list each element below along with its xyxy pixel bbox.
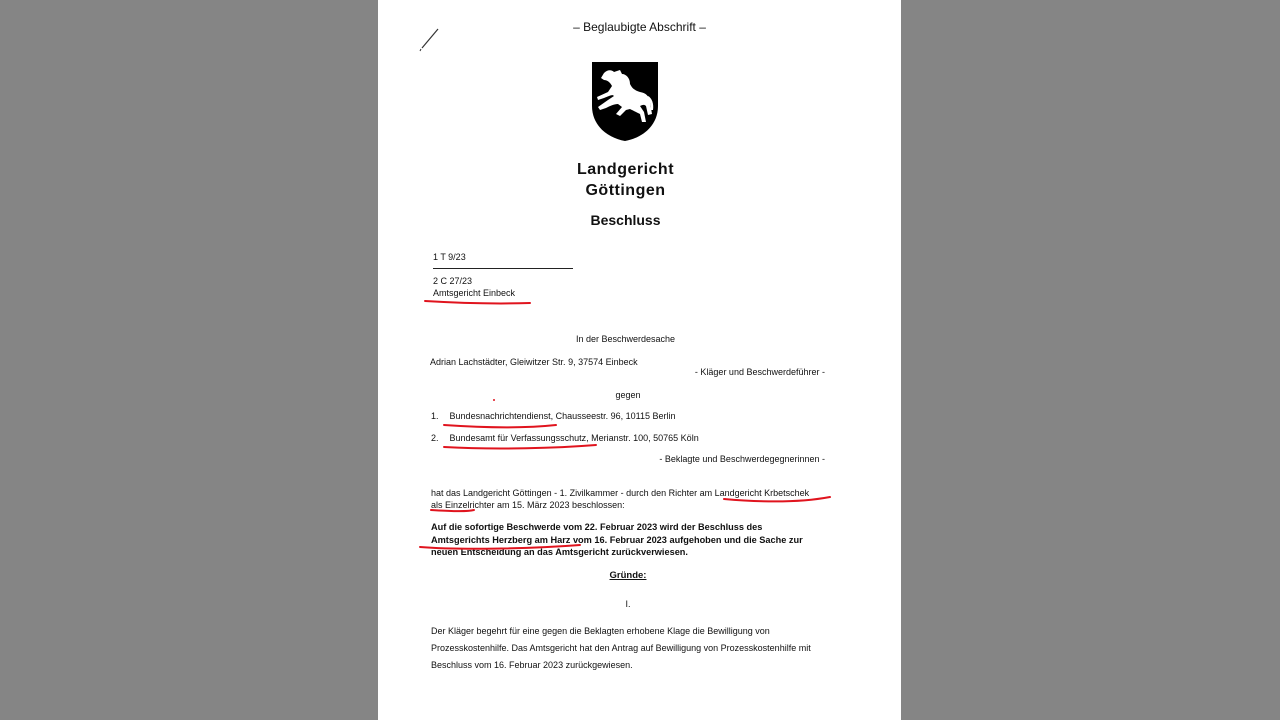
underline-defendant-1 bbox=[444, 425, 556, 427]
decision-title: Beschluss bbox=[590, 212, 661, 228]
versus-label: gegen bbox=[615, 390, 641, 400]
document-page bbox=[378, 0, 901, 720]
defendant-1 bbox=[431, 411, 676, 421]
defendants-role: - Beklagte und Beschwerdegegnerinnen - bbox=[659, 454, 825, 464]
reasons-line-1: Der Kläger begehrt für eine gegen die Beklagten erhobene Klage die Bewilligung von bbox=[431, 626, 770, 636]
lower-saxony-horse-crest-icon bbox=[590, 60, 660, 142]
court-name-line2: Göttingen bbox=[585, 182, 666, 199]
defendant-number: 1. bbox=[431, 411, 439, 421]
ruling-line-2: Amtsgerichts Herzberg am Harz vom 16. Februar 2023 aufgehoben und die Sache zur bbox=[431, 535, 803, 545]
case-number: 1 T 9/23 bbox=[433, 252, 466, 262]
defendant-number: 2. bbox=[431, 433, 439, 443]
ruling-line-1: Auf die sofortige Beschwerde vom 22. Februar 2023 wird der Beschluss des bbox=[431, 522, 763, 532]
defendant-address: , Chausseestr. 96, 10115 Berlin bbox=[550, 411, 676, 421]
intro-line-1: hat das Landgericht Göttingen - 1. Zivilkammer - durch den Richter am Landgericht Krbetschek bbox=[431, 488, 810, 498]
in-matter-label: In der Beschwerdesache bbox=[575, 334, 676, 344]
court-name-line1: Landgericht bbox=[576, 161, 675, 178]
plaintiff: Adrian Lachstädter, Gleiwitzer Str. 9, 37574 Einbeck bbox=[430, 357, 638, 367]
defendant-address: , Merianstr. 100, 50765 Köln bbox=[586, 433, 699, 443]
lower-case-number: 2 C 27/23 bbox=[433, 276, 473, 286]
case-number-rule bbox=[433, 268, 573, 269]
certified-copy-header: – Beglaubigte Abschrift – bbox=[573, 20, 706, 34]
plaintiff-role: - Kläger und Beschwerdeführer - bbox=[694, 367, 825, 377]
reasons-heading: Gründe: bbox=[609, 570, 647, 581]
underline-defendant-2 bbox=[444, 445, 596, 448]
lower-court: Amtsgericht Einbeck bbox=[433, 288, 516, 298]
underline-lower-court bbox=[425, 301, 530, 303]
defendant-name: Bundesamt für Verfassungsschutz bbox=[449, 433, 587, 443]
reasons-line-2: Prozesskostenhilfe. Das Amtsgericht hat den Antrag auf Bewilligung von Prozesskostenhilfe mit bbox=[431, 643, 811, 653]
intro-line-2: als Einzelrichter am 15. März 2023 beschlossen: bbox=[431, 500, 625, 510]
section-number: I. bbox=[625, 599, 631, 609]
ruling-line-3: neuen Entscheidung an das Amtsgericht zurückverwiesen. bbox=[431, 547, 688, 557]
defendant-2 bbox=[431, 433, 699, 443]
defendant-name: Bundesnachrichtendienst bbox=[449, 411, 551, 421]
reasons-line-3: Beschluss vom 16. Februar 2023 zurückgewiesen. bbox=[431, 660, 633, 670]
